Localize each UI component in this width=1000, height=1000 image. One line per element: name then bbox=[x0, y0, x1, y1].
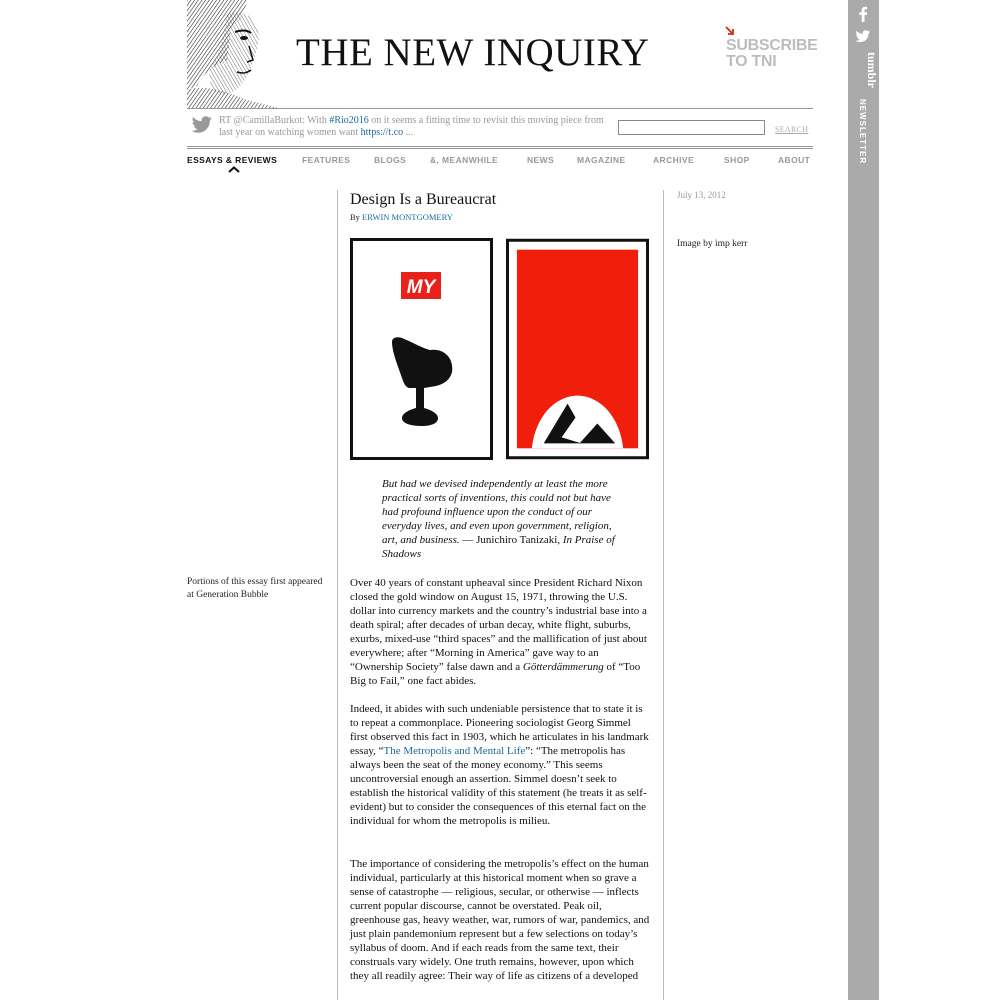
tumblr-text: tumblr bbox=[865, 52, 879, 88]
tweet-suffix: ... bbox=[403, 127, 414, 138]
author-link[interactable]: ERWIN MONTGOMERY bbox=[362, 212, 453, 222]
essay-side-note: Portions of this essay first appeared at Generation Bubble bbox=[187, 577, 323, 600]
subscribe-link[interactable] bbox=[726, 38, 816, 70]
nav-features[interactable]: FEATURES bbox=[302, 155, 351, 165]
poster-my-label: MY bbox=[406, 277, 436, 298]
tweet-middle: on it seems a fitting time to revisit this moving piece from last year on watching women want bbox=[219, 115, 604, 138]
newsletter-link[interactable] bbox=[856, 97, 872, 167]
p2-text-a: Indeed, it abides with such undeniable persistence that to state it is to repeat a commonplace. Pioneering sociologist Georg Simmel first observed this fact in 1903, which he articulates in his landmark essay, “ bbox=[350, 703, 649, 757]
epigraph-attribution: — Junichiro Tanizaki, bbox=[459, 534, 563, 546]
byline bbox=[350, 212, 453, 222]
tumblr-icon[interactable] bbox=[854, 50, 879, 90]
nav-shop[interactable]: SHOP bbox=[724, 155, 750, 165]
site-masthead[interactable]: THE NEW INQUIRY bbox=[296, 31, 650, 74]
nav-meanwhile[interactable]: &, MEANWHILE bbox=[430, 155, 499, 165]
poster-chair-image bbox=[350, 238, 493, 460]
search-button[interactable]: SEARCH bbox=[775, 125, 809, 134]
search-input[interactable] bbox=[618, 120, 765, 135]
p1-emphasis: Götterdämmerung bbox=[522, 661, 604, 673]
p3-text: The importance of considering the metropolis’s effect on the human individual, particularly at this historical moment when so grave a sense of catastrophe — religious, secular, or otherwise — inflects current popular discourse, cannot be overstated. Peak oil, greenhouse gas, heavy weather, war, rumors of war, pandemics, and just plain pandemonium represent but a few selections on today’s syllabus of doom. And if each reads from the same text, their construals vary widely. One truth remains, however, upon which they all readily agree: Their way of life as citizens of a developed bbox=[350, 858, 650, 982]
epigraph-quote bbox=[382, 477, 627, 561]
metropolis-essay-link[interactable]: The Metropolis and Mental Life bbox=[383, 745, 526, 757]
article-paragraph-1 bbox=[350, 576, 650, 688]
nav-magazine[interactable]: MAGAZINE bbox=[577, 155, 626, 165]
right-column-divider bbox=[663, 190, 664, 1000]
main-nav bbox=[187, 150, 813, 170]
nav-about[interactable]: ABOUT bbox=[778, 155, 811, 165]
arrow-down-right-icon bbox=[724, 25, 736, 37]
nav-top-rule-2 bbox=[187, 148, 813, 149]
newsletter-text: NEWSLETTER bbox=[858, 99, 867, 165]
byline-prefix: By bbox=[350, 212, 363, 222]
header-rule bbox=[187, 108, 813, 109]
social-sidebar bbox=[848, 0, 879, 1000]
nav-essays-reviews[interactable]: ESSAYS & REVIEWS bbox=[187, 155, 278, 165]
article-paragraph-3 bbox=[350, 857, 650, 983]
post-date: July 13, 2012 bbox=[677, 190, 726, 200]
facebook-icon[interactable] bbox=[858, 6, 868, 22]
p2-text-b: ”: “The metropolis has always been the seat of the money economy.” This seems uncontroversial enough an assertion. Simmel doesn’t seek to establish the historical validity of this statement (he treats it as self-evident) but to consider the consequences of this eternal fact on the individual for whom the metropolis is milieu. bbox=[350, 745, 647, 827]
nav-archive[interactable]: ARCHIVE bbox=[653, 155, 695, 165]
tweet-prefix: RT @CamillaBurkot: With bbox=[219, 115, 330, 126]
image-credit: Image by imp kerr bbox=[677, 239, 748, 249]
subscribe-line-2: TO TNI bbox=[726, 53, 777, 70]
tweet-url-link[interactable]: https://t.co bbox=[360, 127, 404, 138]
nav-news[interactable]: NEWS bbox=[527, 155, 555, 165]
epigraph-source: In Praise of Shadows bbox=[382, 534, 615, 560]
chevron-up-icon bbox=[228, 166, 240, 173]
twitter-icon[interactable] bbox=[855, 30, 871, 43]
left-column-divider bbox=[337, 190, 338, 1000]
epigraph-text: But had we devised independently at least the more practical sorts of inventions, this could not but have had profound influence upon the conduct of our everyday lives, and even upon government, religion, art, and business. bbox=[382, 478, 612, 546]
masthead-portrait bbox=[187, 0, 279, 108]
poster-red-image bbox=[506, 238, 649, 460]
nav-blogs[interactable]: BLOGS bbox=[374, 155, 407, 165]
tweet-hashtag-link[interactable]: #Rio2016 bbox=[329, 115, 369, 126]
subscribe-line-1: SUBSCRIBE bbox=[726, 37, 818, 54]
p1-text-b: of “Too Big to Fail,” one fact abides. bbox=[350, 661, 641, 687]
article-paragraph-2 bbox=[350, 702, 650, 828]
nav-top-rule bbox=[187, 146, 813, 147]
p1-text-a: Over 40 years of constant upheaval since President Richard Nixon closed the gold window on August 15, 1971, throwing the U.S. dollar into currency markets and the country’s industrial base into a death spiral; after decades of urban decay, white flight, suburbs, exurbs, mixed-use “third spaces” and the mallification of just about everywhere; after “Morning in America” gave way to an “Ownership Society” false dawn and a bbox=[350, 577, 647, 673]
article-title[interactable]: Design Is a Bureaucrat bbox=[350, 191, 497, 208]
latest-tweet bbox=[219, 115, 604, 139]
twitter-bird-icon bbox=[191, 116, 213, 134]
